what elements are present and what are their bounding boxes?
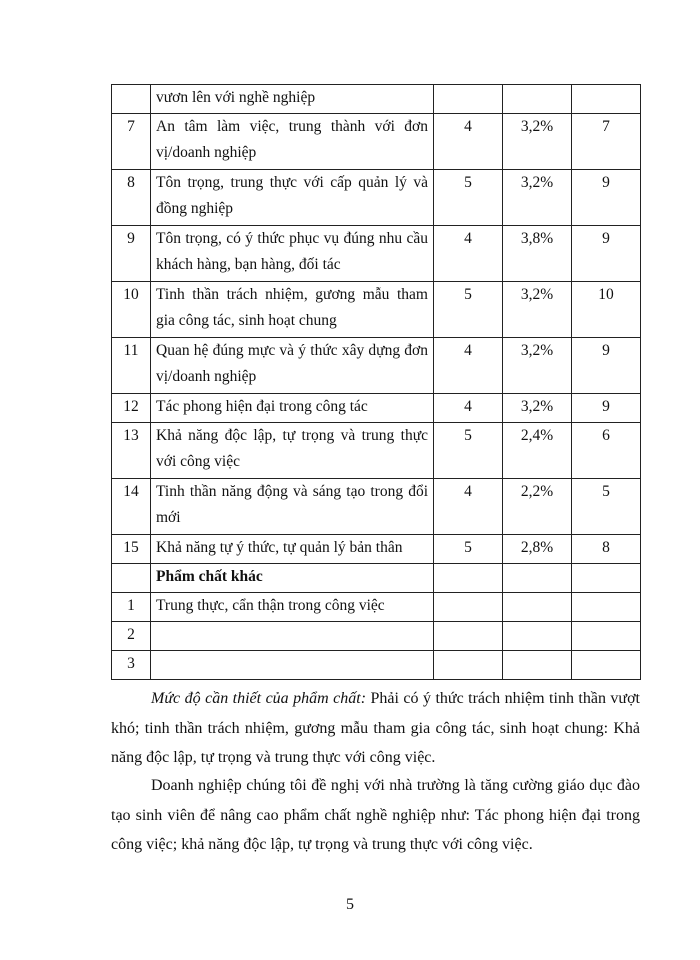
table-cell-percent: 2,2% <box>503 479 572 535</box>
table-cell-count: 4 <box>434 338 503 394</box>
table-cell-rank <box>572 651 641 680</box>
table-cell-rank <box>572 564 641 593</box>
table-cell-rank: 10 <box>572 282 641 338</box>
table-cell-content: Quan hệ đúng mực và ý thức xây dựng đơn vị/doanh nghiệp <box>151 338 434 394</box>
table-cell-stt <box>112 85 151 114</box>
table-cell-content: Tôn trọng, có ý thức phục vụ đúng nhu cầu khách hàng, bạn hàng, đối tác <box>151 226 434 282</box>
table-cell-content: Tinh thần năng động và sáng tạo trong đổi mới <box>151 479 434 535</box>
table-cell-stt: 8 <box>112 170 151 226</box>
table-row <box>112 114 641 170</box>
table-row <box>112 423 641 479</box>
table-row <box>112 394 641 423</box>
table-row-continuation <box>112 85 641 114</box>
table-section-row <box>112 564 641 593</box>
table-cell-percent: 3,8% <box>503 226 572 282</box>
table-cell-count <box>434 564 503 593</box>
table-cell-rank <box>572 593 641 622</box>
table-cell-count: 5 <box>434 423 503 479</box>
table-cell-content: vươn lên với nghề nghiệp <box>151 85 434 114</box>
table-cell-count: 4 <box>434 114 503 170</box>
table-cell-stt <box>112 564 151 593</box>
table-cell-rank: 6 <box>572 423 641 479</box>
other-qualities-title: Phẩm chất khác <box>151 564 434 593</box>
qualities-table <box>111 84 641 680</box>
paragraph-necessity-lead: Mức độ cần thiết của phẩm chất: <box>151 690 367 707</box>
table-cell-stt: 11 <box>112 338 151 394</box>
table-cell-content: Tôn trọng, trung thực với cấp quản lý và đồng nghiệp <box>151 170 434 226</box>
table-cell-content: Khả năng độc lập, tự trọng và trung thực với công việc <box>151 423 434 479</box>
table-cell-percent <box>503 622 572 651</box>
table-cell-count: 5 <box>434 282 503 338</box>
table-cell-rank: 8 <box>572 535 641 564</box>
paragraph-necessity <box>111 684 640 773</box>
table-cell-stt: 3 <box>112 651 151 680</box>
table-cell-stt: 13 <box>112 423 151 479</box>
table-cell-stt: 12 <box>112 394 151 423</box>
table-cell-content: Khả năng tự ý thức, tự quản lý bản thân <box>151 535 434 564</box>
table-cell-rank <box>572 622 641 651</box>
table-cell-percent <box>503 85 572 114</box>
table-row <box>112 226 641 282</box>
table-row <box>112 338 641 394</box>
table-cell-count: 5 <box>434 535 503 564</box>
table-cell-percent <box>503 651 572 680</box>
table-cell-rank: 7 <box>572 114 641 170</box>
table-cell-content: Tinh thần trách nhiệm, gương mẫu tham gia công tác, sinh hoạt chung <box>151 282 434 338</box>
table-cell-stt: 1 <box>112 593 151 622</box>
table-row <box>112 651 641 680</box>
table-cell-percent <box>503 564 572 593</box>
table-cell-count <box>434 85 503 114</box>
table-cell-rank: 9 <box>572 170 641 226</box>
table-cell-percent: 3,2% <box>503 394 572 423</box>
table-cell-stt: 15 <box>112 535 151 564</box>
table-cell-count: 4 <box>434 394 503 423</box>
table-row <box>112 535 641 564</box>
table-cell-rank: 5 <box>572 479 641 535</box>
table-cell-count <box>434 651 503 680</box>
table-cell-stt: 7 <box>112 114 151 170</box>
table-cell-stt: 14 <box>112 479 151 535</box>
table-cell-rank: 9 <box>572 394 641 423</box>
table-cell-count: 4 <box>434 479 503 535</box>
table-cell-count <box>434 593 503 622</box>
paragraph-necessity-body: Phải có ý thức trách nhiệm tinh thần vượt khó; tinh thần trách nhiệm, gương mẫu tham gia công tác, sinh hoạt chung: Khả năng độc lập, tự trọng và trung thực với công việc. <box>111 690 641 766</box>
table-cell-count: 4 <box>434 226 503 282</box>
table-cell-stt: 10 <box>112 282 151 338</box>
table-cell-rank: 9 <box>572 338 641 394</box>
table-cell-content <box>151 651 434 680</box>
table-cell-stt: 9 <box>112 226 151 282</box>
table-row <box>112 282 641 338</box>
table-row <box>112 593 641 622</box>
table-cell-percent <box>503 593 572 622</box>
table-cell-percent: 3,2% <box>503 170 572 226</box>
paragraph-recommendation: Doanh nghiệp chúng tôi đề nghị với nhà trường là tăng cường giáo dục đào tạo sinh viên để nâng cao phẩm chất nghề nghiệp như: Tác phong hiện đại trong công việc; khả năng độc lập, tự trọng và trung thực với công việc. <box>111 777 640 853</box>
table-cell-stt: 2 <box>112 622 151 651</box>
page-number: 5 <box>346 896 354 913</box>
table-cell-count: 5 <box>434 170 503 226</box>
table-row <box>112 622 641 651</box>
table-cell-percent: 3,2% <box>503 114 572 170</box>
table-cell-percent: 3,2% <box>503 338 572 394</box>
table-cell-percent: 3,2% <box>503 282 572 338</box>
table-cell-count <box>434 622 503 651</box>
table-row <box>112 170 641 226</box>
table-cell-percent: 2,8% <box>503 535 572 564</box>
table-cell-content: Trung thực, cẩn thận trong công việc <box>151 593 434 622</box>
table-row <box>112 479 641 535</box>
table-cell-rank: 9 <box>572 226 641 282</box>
table-cell-percent: 2,4% <box>503 423 572 479</box>
table-cell-content: Tác phong hiện đại trong công tác <box>151 394 434 423</box>
table-cell-content: An tâm làm việc, trung thành với đơn vị/doanh nghiệp <box>151 114 434 170</box>
table-cell-rank <box>572 85 641 114</box>
table-cell-content <box>151 622 434 651</box>
